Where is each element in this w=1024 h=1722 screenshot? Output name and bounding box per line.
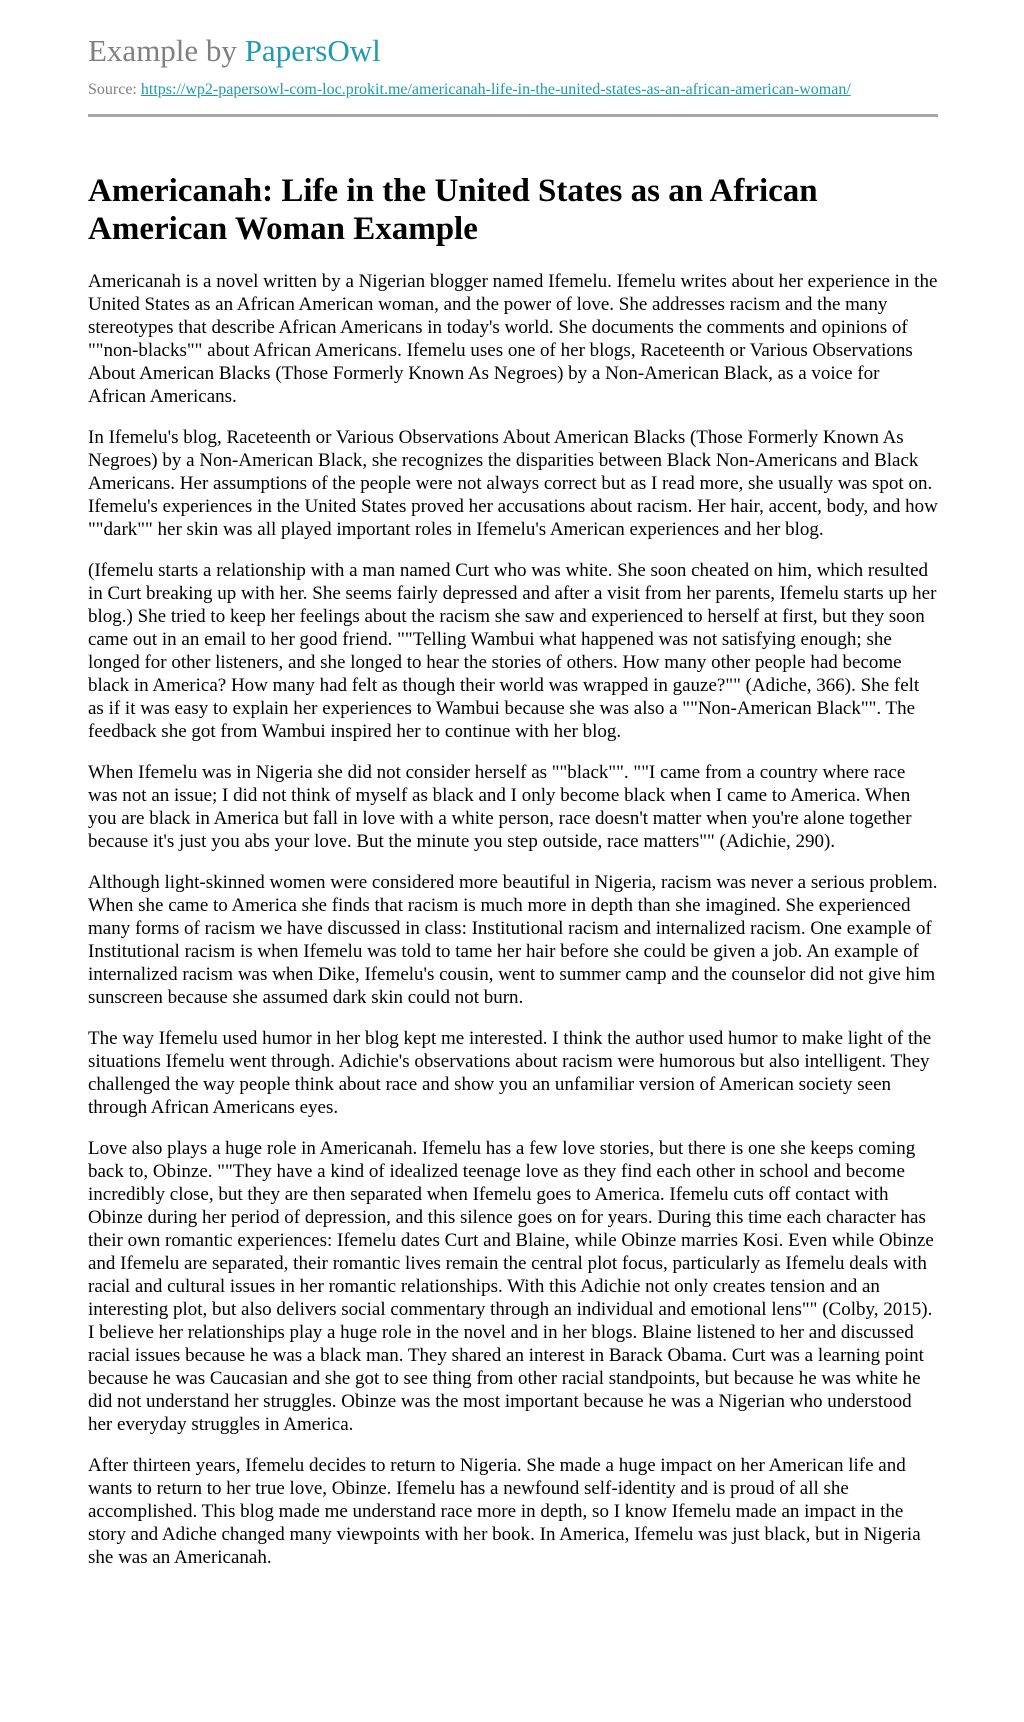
paragraph: Americanah is a novel written by a Nigerian blogger named Ifemelu. Ifemelu writes about her experience in the United States as an African American woman, and the power of love. She addresses racism and the many stereotypes that describe African Americans in today's world. She documents the comments and opinions of ""non-blacks"" about African Americans. Ifemelu uses one of her blogs, Raceteenth or Various Observations About American Blacks (Those Formerly Known As Negroes) by a Non-American Black, as a voice for African Americans. — [88, 271, 938, 407]
article-body — [88, 270, 938, 1569]
header-divider — [88, 114, 938, 117]
paragraph: (Ifemelu starts a relationship with a man named Curt who was white. She soon cheated on him, which resulted in Curt breaking up with her. She seems fairly depressed and after a visit from her parents, Ifemelu starts up her blog.) She tried to keep her feelings about the racism she saw and experienced to herself at first, but they soon came out in an email to her good friend. ""Telling Wambui what happened was not satisfying enough; she longed for other listeners, and she longed to hear the stories of others. How many other people had become black in America? How many had felt as though their world was wrapped in gauze?"" (Adiche, 366). She felt as if it was easy to explain her experiences to Wambui because she was also a ""Non-American Black"". The feedback she got from Wambui inspired her to continue with her blog. — [88, 560, 937, 742]
paragraph: When Ifemelu was in Nigeria she did not consider herself as ""black"". ""I came from a country where race was not an issue; I did not think of myself as black and I only become black when I came to America. When you are black in America but fall in love with a white person, race doesn't matter when you're alone together because it's just you abs your love. But the minute you step outside, race matters"" (Adichie, 290). — [88, 762, 912, 852]
brand-header — [88, 32, 938, 70]
source-label: Source: — [88, 81, 137, 98]
brand-prefix: Example by — [88, 33, 237, 68]
paragraph: In Ifemelu's blog, Raceteenth or Various Observations About American Blacks (Those Formerly Known As Negroes) by a Non-American Black, she recognizes the disparities between Black Non-Americans and Black Americans. Her assumptions of the people were not always correct but as I read more, she usually was spot on. Ifemelu's experiences in the United States proved her accusations about racism. Her hair, accent, body, and how ""dark"" her skin was all played important roles in Ifemelu's American experiences and her blog. — [88, 427, 938, 540]
brand-name[interactable]: PapersOwl — [244, 33, 381, 68]
article-title: Americanah: Life in the United States as an African American Woman Example — [88, 173, 818, 247]
source-link[interactable]: https://wp2-papersowl-com-loc.prokit.me/americanah-life-in-the-united-states-as-an-african-american-woman/ — [140, 81, 851, 98]
source-line — [88, 80, 938, 99]
paragraph: Love also plays a huge role in Americanah. Ifemelu has a few love stories, but there is one she keeps coming back to, Obinze. ""They have a kind of idealized teenage love as they find each other in school and become incredibly close, but they are then separated when Ifemelu goes to America. Ifemelu cuts off contact with Obinze during her period of depression, and this silence goes on for years. During this time each character has their own romantic experiences: Ifemelu dates Curt and Blaine, while Obinze marries Kosi. Even while Obinze and Ifemelu are separated, their romantic lives remain the central plot focus, particularly as Ifemelu deals with racial and cultural issues in her romantic relationships. With this Adichie not only creates tension and an interesting plot, but also delivers social commentary through an individual and emotional lens"" (Colby, 2015). I believe her relationships play a huge role in the novel and in her blogs. Blaine listened to her and discussed racial issues because he was a black man. They shared an interest in Barack Obama. Curt was a learning point because he was Caucasian and she got to see thing from other racial standpoints, but because he was white he did not understand her struggles. Obinze was the most important because he was a Nigerian who understood her everyday struggles in America. — [88, 1138, 934, 1435]
document-page — [88, 0, 938, 1587]
paragraph: Although light-skinned women were considered more beautiful in Nigeria, racism was never a serious problem. When she came to America she finds that racism is much more in depth than she imagined. She experienced many forms of racism we have discussed in class: Institutional racism and internalized racism. One example of Institutional racism is when Ifemelu was told to tame her hair before she could be given a job. An example of internalized racism was when Dike, Ifemelu's cousin, went to summer camp and the counselor did not give him sunscreen because she assumed dark skin could not burn. — [88, 872, 938, 1008]
paragraph: The way Ifemelu used humor in her blog kept me interested. I think the author used humor to make light of the situations Ifemelu went through. Adichie's observations about racism were humorous but also intelligent. They challenged the way people think about race and show you an unfamiliar version of American society seen through African Americans eyes. — [88, 1028, 932, 1118]
paragraph: After thirteen years, Ifemelu decides to return to Nigeria. She made a huge impact on her American life and wants to return to her true love, Obinze. Ifemelu has a newfound self-identity and is proud of all she accomplished. This blog made me understand race more in depth, so I know Ifemelu made an impact in the story and Adiche changed many viewpoints with her book. In America, Ifemelu was just black, but in Nigeria she was an Americanah. — [88, 1455, 921, 1568]
